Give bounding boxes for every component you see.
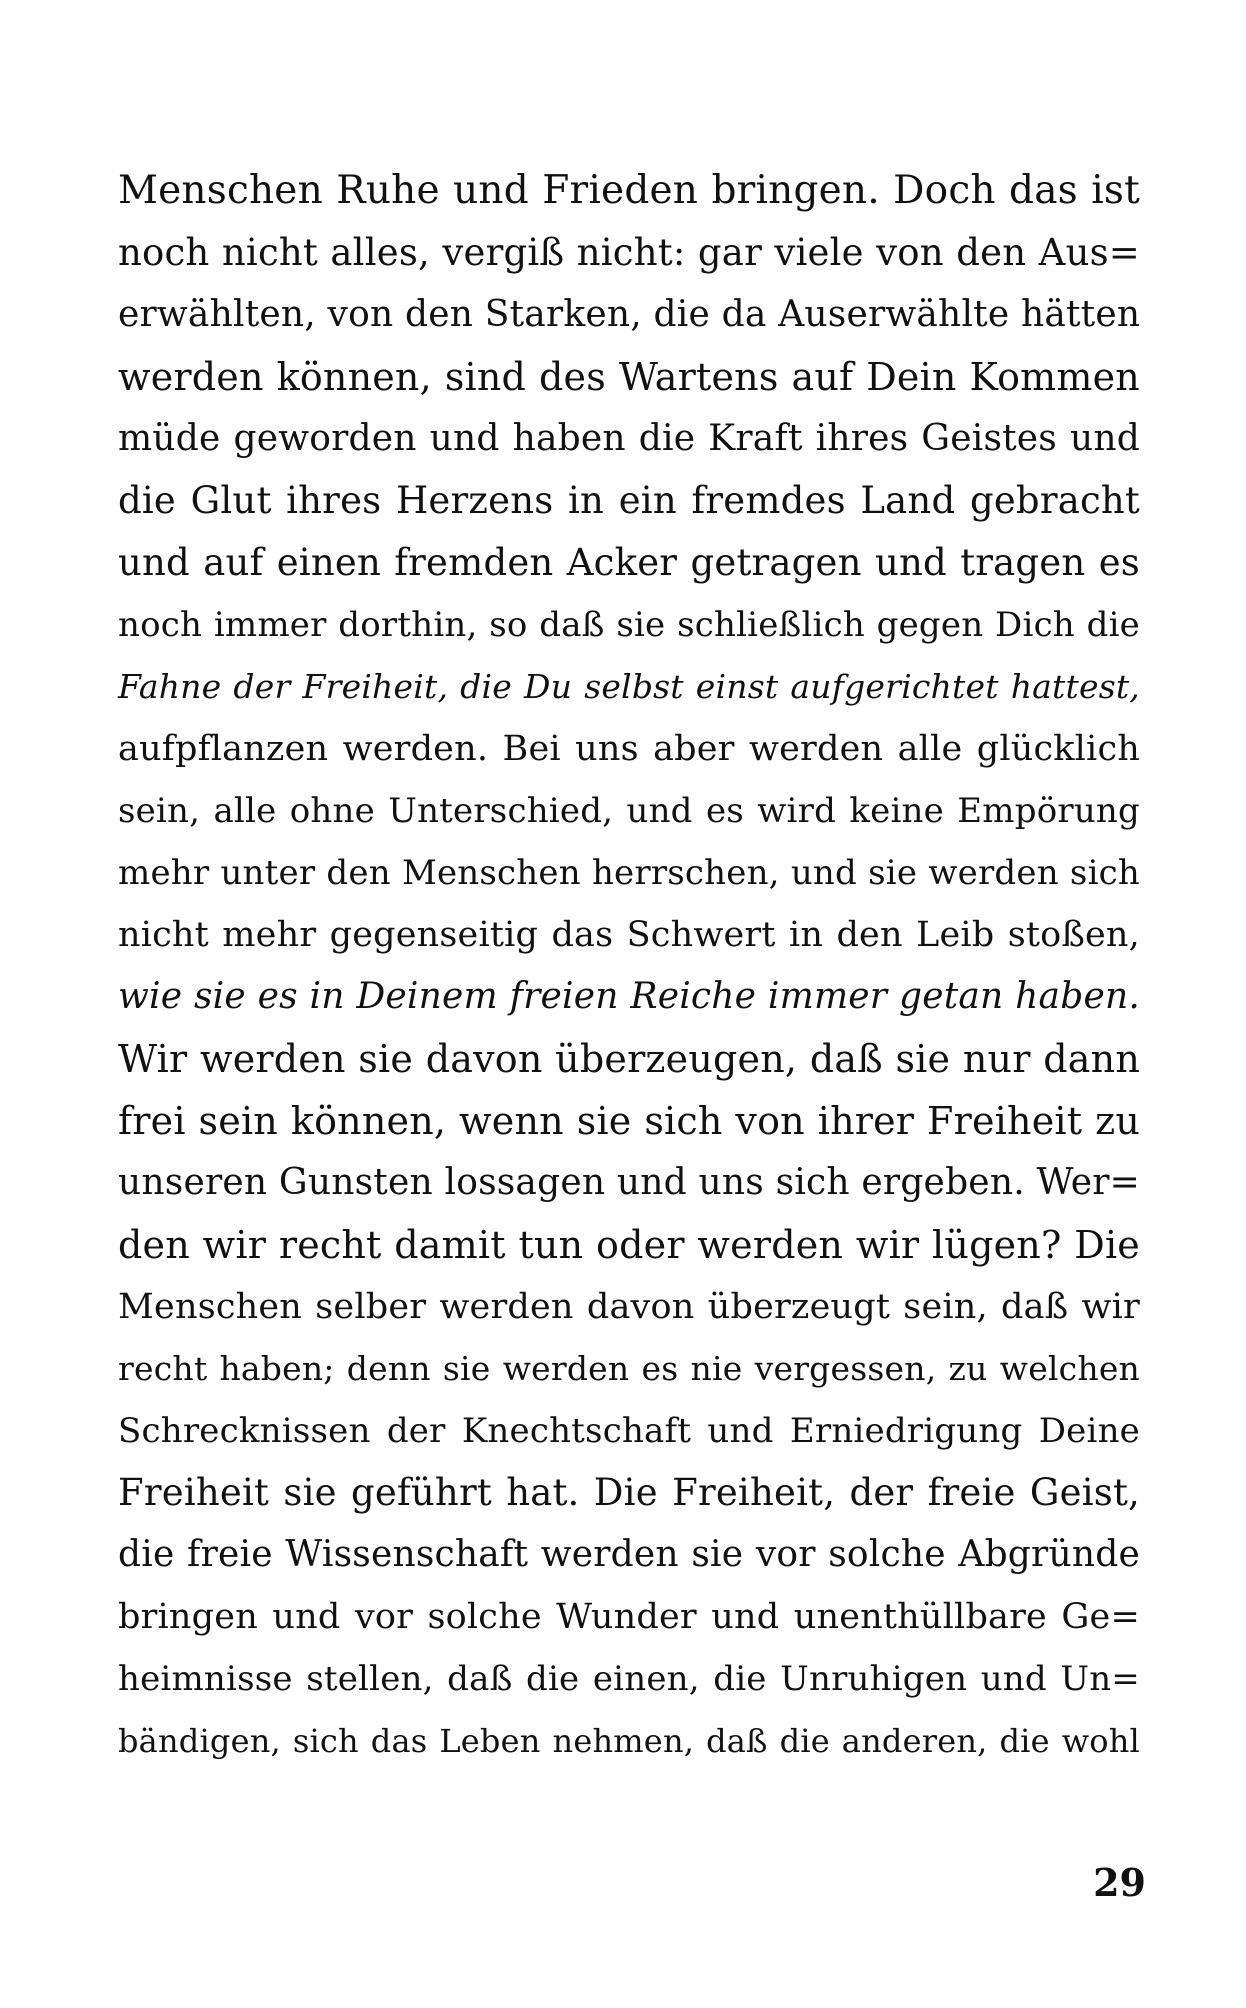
text-line-2: noch nicht alles, vergiß nicht: gar viele von den Aus=: [118, 231, 1140, 274]
text-line-3: erwählten, von den Starken, die da Auserwählte hätten: [118, 294, 1141, 335]
text-line-8: noch immer dorthin, so daß sie schließlich gegen Dich die: [118, 605, 1140, 645]
text-line-24: bringen und vor solche Wunder und unenthüllbare Ge=: [118, 1597, 1140, 1637]
text-line-5: müde geworden und haben die Kraft ihres Geistes und: [118, 418, 1140, 459]
page-number: 29: [1093, 1860, 1146, 1905]
text-line-16: frei sein können, wenn sie sich von ihrer Freiheit zu: [118, 1099, 1140, 1143]
text-line-13: nicht mehr gegenseitig das Schwert in den Leib stoßen,: [118, 915, 1140, 955]
text-line-18: den wir recht damit tun oder werden wir lügen? Die: [118, 1223, 1140, 1267]
text-line-6: die Glut ihres Herzens in ein fremdes Land gebracht: [118, 479, 1140, 522]
text-line-1: Menschen Ruhe und Frieden bringen. Doch das ist: [118, 168, 1140, 213]
text-line-10: aufpflanzen werden. Bei uns aber werden alle glücklich: [118, 729, 1140, 769]
text-line-15: Wir werden sie davon überzeugen, daß sie nur dann: [118, 1037, 1140, 1081]
text-line-20: recht haben; denn sie werden es nie vergessen, zu welchen: [118, 1349, 1140, 1388]
text-line-19: Menschen selber werden davon überzeugt sein, daß wir: [118, 1287, 1140, 1327]
text-line-17: unseren Gunsten lossagen und uns sich ergeben. Wer=: [118, 1162, 1141, 1203]
text-line-25: heimnisse stellen, daß die einen, die Unruhigen und Un=: [118, 1659, 1140, 1699]
text-line-14: wie sie es in Deinem freien Reiche immer getan haben.: [118, 976, 1140, 1017]
text-line-23: die freie Wissenschaft werden sie vor solche Abgründe: [118, 1534, 1140, 1575]
text-line-26: bändigen, sich das Leben nehmen, daß die anderen, die wohl: [118, 1722, 1140, 1760]
text-line-22: Freiheit sie geführt hat. Die Freiheit, der freie Geist,: [118, 1471, 1140, 1514]
text-line-9: Fahne der Freiheit, die Du selbst einst aufgerichtet hattest,: [118, 667, 1140, 706]
text-line-12: mehr unter den Menschen herrschen, und sie werden sich: [118, 853, 1140, 893]
text-line-7: und auf einen fremden Acker getragen und tragen es: [118, 541, 1140, 584]
text-line-11: sein, alle ohne Unterschied, und es wird keine Empörung: [118, 791, 1140, 831]
text-line-21: Schrecknissen der Knechtschaft und Erniedrigung Deine: [118, 1411, 1140, 1451]
text-line-4: werden können, sind des Wartens auf Dein Kommen: [118, 355, 1140, 399]
